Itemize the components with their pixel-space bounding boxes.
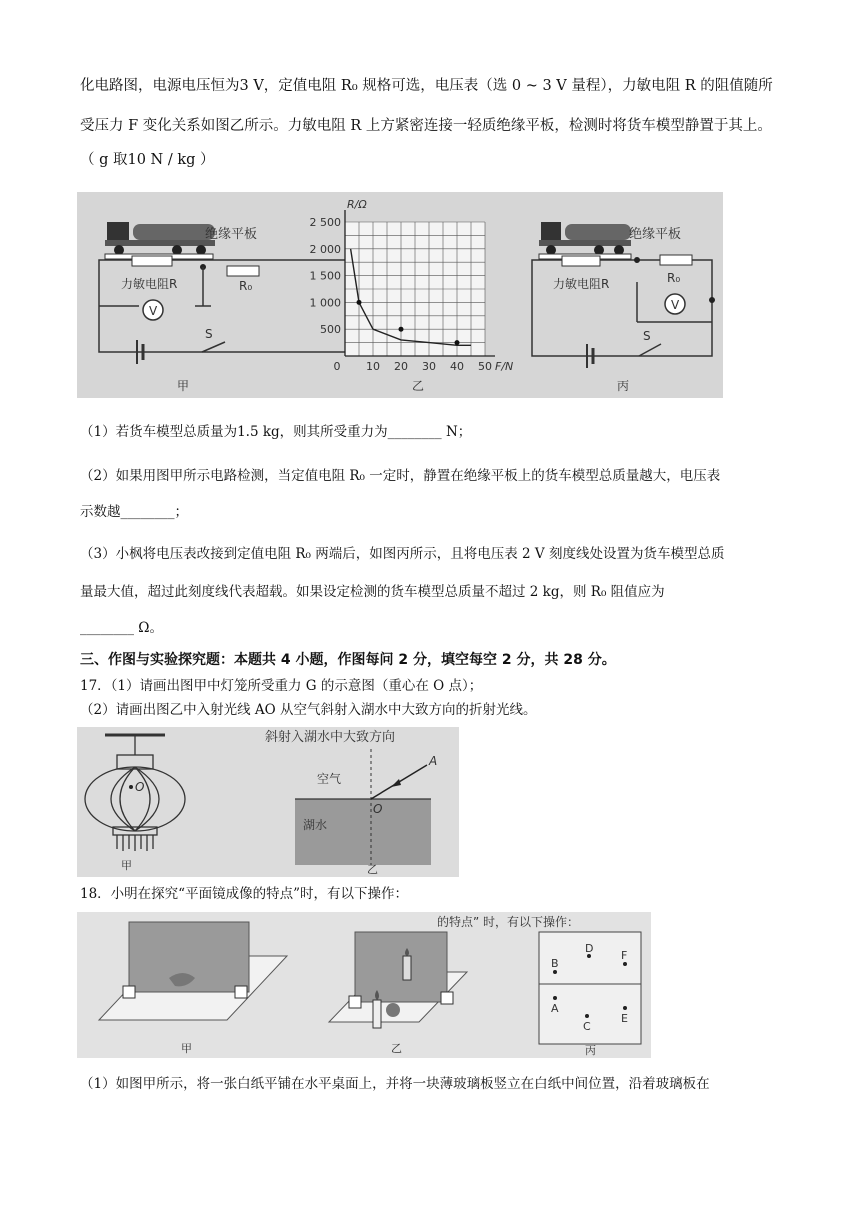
point-b: B [551, 957, 559, 970]
question-17-part-2: （2）请画出图乙中入射光线 AO 从空气斜射入湖水中大致方向的折射光线。 [80, 702, 537, 718]
switch-icon [202, 342, 225, 352]
switch-icon [639, 344, 661, 356]
r0-label: R₀ [667, 271, 681, 285]
water-label: 湖水 [303, 818, 328, 832]
y-tick-label: 2 000 [309, 242, 341, 256]
x-tick-label: 40 [450, 360, 464, 373]
sensor-label: 力敏电阻R [553, 277, 610, 291]
caption-yi: 乙 [367, 863, 378, 876]
x-tick-label: 30 [422, 360, 436, 373]
candle-icon [373, 1000, 381, 1028]
y-axis-label: R/Ω [347, 198, 367, 211]
point-c: C [583, 1020, 591, 1033]
x-tick-label: 50 [478, 360, 492, 373]
point-o-label: O [373, 802, 383, 816]
force-sensor-resistor [132, 256, 172, 266]
plate-label: 绝缘平板 [205, 227, 258, 242]
question-3-line-1: （3）小枫将电压表改接到定值电阻 R₀ 两端后，如图丙所示，且将电压表 2 V 刻度线处设置为货车模型总质 [80, 546, 725, 562]
cropped-text: 斜射入湖水中大致方向 [265, 730, 396, 745]
voltmeter-label: V [671, 298, 680, 312]
question-3-line-2: 量最大值，超过此刻度线代表超载。如果设定检测的货车模型总质量不超过 2 kg，则 R₀ 阻值应为 [80, 584, 665, 600]
r0-label: R₀ [239, 279, 253, 293]
arrow-icon [391, 779, 401, 787]
problem-text-line-2: 受压力 F 变化关系如图乙所示。力敏电阻 R 上方紧密连接一轻质绝缘平板，检测时将货车模型静置于其上。 [80, 118, 772, 134]
resistor-r0 [660, 255, 692, 265]
resistance-force-chart [310, 198, 514, 373]
x-tick-label: 0 [333, 360, 341, 373]
cropped-text: 的特点” 时，有以下操作： [437, 915, 580, 929]
y-tick-label: 1 500 [309, 269, 341, 283]
data-point [399, 327, 404, 332]
caption-yi: 乙 [412, 379, 425, 393]
circuit-and-graph-figure [77, 192, 723, 398]
voltmeter-label: V [149, 304, 158, 318]
lantern-refraction-figure [77, 727, 459, 877]
truck-icon [105, 222, 215, 255]
point-a: A [551, 1002, 559, 1015]
question-17-part-1: 17．（1）请画出图甲中灯笼所受重力 G 的示意图（重心在 O 点）； [80, 678, 483, 694]
question-18-part-1: （1）如图甲所示，将一张白纸平铺在水平桌面上，并将一块薄玻璃板竖立在白纸中间位置，沿着玻璃板在 [80, 1076, 710, 1092]
point-e: E [621, 1012, 628, 1025]
force-sensor-resistor [562, 256, 600, 266]
caption-bing: 丙 [585, 1044, 596, 1057]
mirror-experiment-figure [77, 912, 651, 1058]
caption-jia: 甲 [121, 859, 132, 872]
y-tick-label: 500 [320, 323, 341, 337]
question-3-line-3: ________ Ω。 [80, 620, 163, 636]
candle-image-icon [403, 956, 411, 980]
switch-label: S [643, 329, 651, 343]
point-f: F [621, 949, 628, 962]
x-axis-label: F/N [495, 360, 514, 373]
caption-jia: 甲 [177, 379, 190, 393]
question-2-line-1: （2）如果用图甲所示电路检测，当定值电阻 R₀ 一定时，静置在绝缘平板上的货车模型总质量越大，电压表 [80, 468, 721, 484]
point-a-label: A [429, 754, 438, 768]
lake-water [295, 799, 431, 865]
center-o-label: O [135, 780, 145, 794]
question-2-line-2: 示数越________； [80, 504, 188, 520]
plate-label: 绝缘平板 [629, 227, 682, 242]
question-18: 18．小明在探究“平面镜成像的特点”时，有以下操作： [80, 886, 408, 902]
y-tick-label: 2 500 [309, 216, 341, 229]
data-point [455, 340, 460, 345]
resistor-r0 [227, 266, 259, 276]
problem-text-line-1: 化电路图，电源电压恒为3 V，定值电阻 R₀ 规格可选，电压表（选 0 ~ 3 V 量程），力敏电阻 R 的阻值随所 [80, 78, 773, 94]
truck-icon [539, 222, 631, 255]
hand-icon [386, 1003, 400, 1017]
y-tick-label: 1 000 [309, 296, 341, 310]
caption-jia: 甲 [181, 1042, 192, 1055]
air-label: 空气 [317, 772, 342, 786]
section-heading: 三、作图与实验探究题：本题共 4 小题，作图每问 2 分，填空每空 2 分，共 28 分。 [80, 652, 616, 668]
x-tick-label: 10 [366, 360, 380, 373]
point-d: D [585, 942, 594, 955]
circuit-bing [532, 260, 712, 356]
switch-label: S [205, 327, 213, 341]
problem-text-line-3: （ g 取10 N / kg ） [80, 152, 215, 168]
caption-bing: 丙 [617, 379, 630, 393]
glass-plate [355, 932, 447, 1002]
sensor-label: 力敏电阻R [121, 277, 178, 291]
data-point [357, 300, 362, 305]
caption-yi: 乙 [391, 1042, 402, 1055]
question-1: （1）若货车模型总质量为1.5 kg，则其所受重力为________ N； [80, 424, 472, 440]
x-tick-label: 20 [394, 360, 408, 373]
